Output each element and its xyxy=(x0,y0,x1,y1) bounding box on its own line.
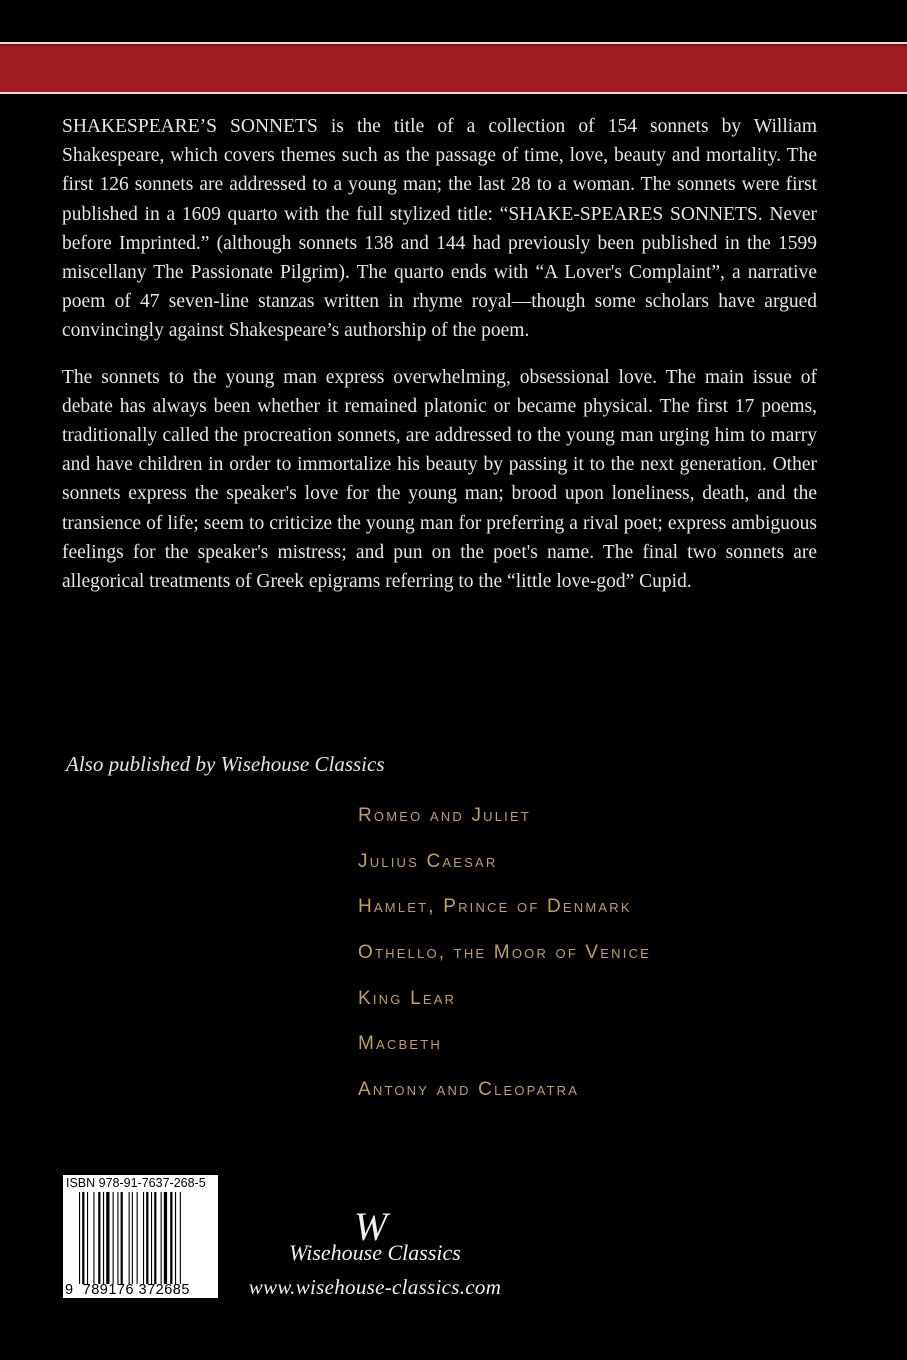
publisher-url: www.wisehouse-classics.com xyxy=(248,1275,502,1299)
barcode-bar xyxy=(87,1192,88,1284)
barcode-bar xyxy=(82,1192,84,1284)
barcode-bar xyxy=(143,1192,144,1284)
also-published-heading: Also published by Wisehouse Classics xyxy=(66,752,385,776)
barcode-bar xyxy=(164,1192,167,1284)
barcode-bar xyxy=(175,1192,176,1284)
title-item: King Lear xyxy=(358,987,457,1009)
isbn-barcode xyxy=(63,1175,218,1298)
blurb xyxy=(62,112,817,613)
title-list xyxy=(358,802,651,1122)
title-item: Romeo and Juliet xyxy=(358,805,531,826)
blurb-paragraph-1 xyxy=(62,112,817,346)
barcode-bar xyxy=(154,1192,156,1284)
top-red-band xyxy=(0,42,907,94)
title-item: Hamlet, Prince of Denmark xyxy=(358,896,632,918)
barcode-bar xyxy=(113,1192,114,1284)
barcode-bar xyxy=(151,1192,152,1284)
blurb-paragraph-2: The sonnets to the young man express overwhelming, obsessional love. The main issue of debate has always been whether it remained platonic or became physical. The first 17 poems, traditionally called the procreation sonnets, are addressed to the young man urging him to marry and have children in order to immortalize his beauty by passing it to the next generation. Other sonnets express the speaker's love for the young man; brood upon loneliness, death, and the transience of life; seem to criticize the young man for preferring a rival poet; express ambiguous feelings for the speaker's mistress; and pun on the poet's name. The final two sonnets are allegorical treatments of Greek epigrams referring to the “little love-god” Cupid. xyxy=(62,366,817,593)
barcode-bar xyxy=(161,1192,162,1284)
isbn-label: ISBN 978-91-7637-268-5 xyxy=(66,1176,206,1190)
publisher-name: Wisehouse Classics xyxy=(289,1240,461,1265)
barcode-bar xyxy=(137,1192,138,1284)
barcode-bar xyxy=(121,1192,123,1284)
barcode-bar xyxy=(106,1192,109,1284)
barcode-bar xyxy=(98,1192,100,1284)
barcode-bar xyxy=(93,1192,94,1284)
barcode-bars xyxy=(79,1192,214,1284)
barcode-bar xyxy=(129,1192,130,1284)
barcode-bar xyxy=(103,1192,104,1284)
barcode-bar xyxy=(146,1192,148,1284)
barcode-bar xyxy=(180,1192,181,1284)
ean-digits-text: 789176 372685 xyxy=(82,1282,190,1298)
title-item: Macbeth xyxy=(358,1033,442,1055)
title-item: Antony and Cleopatra xyxy=(358,1079,580,1101)
title-item: Julius Caesar xyxy=(358,850,498,872)
barcode-bar xyxy=(170,1192,172,1284)
title-item: Othello, the Moor of Venice xyxy=(358,942,652,964)
publisher-logo: W xyxy=(354,1204,388,1249)
barcode-bar xyxy=(79,1192,80,1284)
barcode-bar xyxy=(132,1192,133,1284)
ean-first-digit: 9 xyxy=(65,1282,74,1298)
book-title-caps: SHAKESPEARE’S SONNETS xyxy=(62,116,318,137)
barcode-bar xyxy=(117,1192,118,1284)
blurb-text-1: is the title of a collection of 154 sonnets by William Shakespeare, which covers themes such as the passage of time, love, beauty and mortality. The first 126 sonnets are addressed to a young man; the last 28 to a woman. The sonnets were first published in a 1609 quarto with the full stylized title: “SHAKE-SPEARES SONNETS. Never before Imprinted.” (although sonnets 138 and 144 had previously been published in the 1599 miscellany The Passionate Pilgrim). The quarto ends with “A Lover's Complaint”, a narrative poem of 47 seven-line stanzas written in rhyme royal—though some scholars have argued convincingly against Shakespeare’s authorship of the poem. xyxy=(62,116,817,342)
ean-digits xyxy=(65,1282,190,1298)
